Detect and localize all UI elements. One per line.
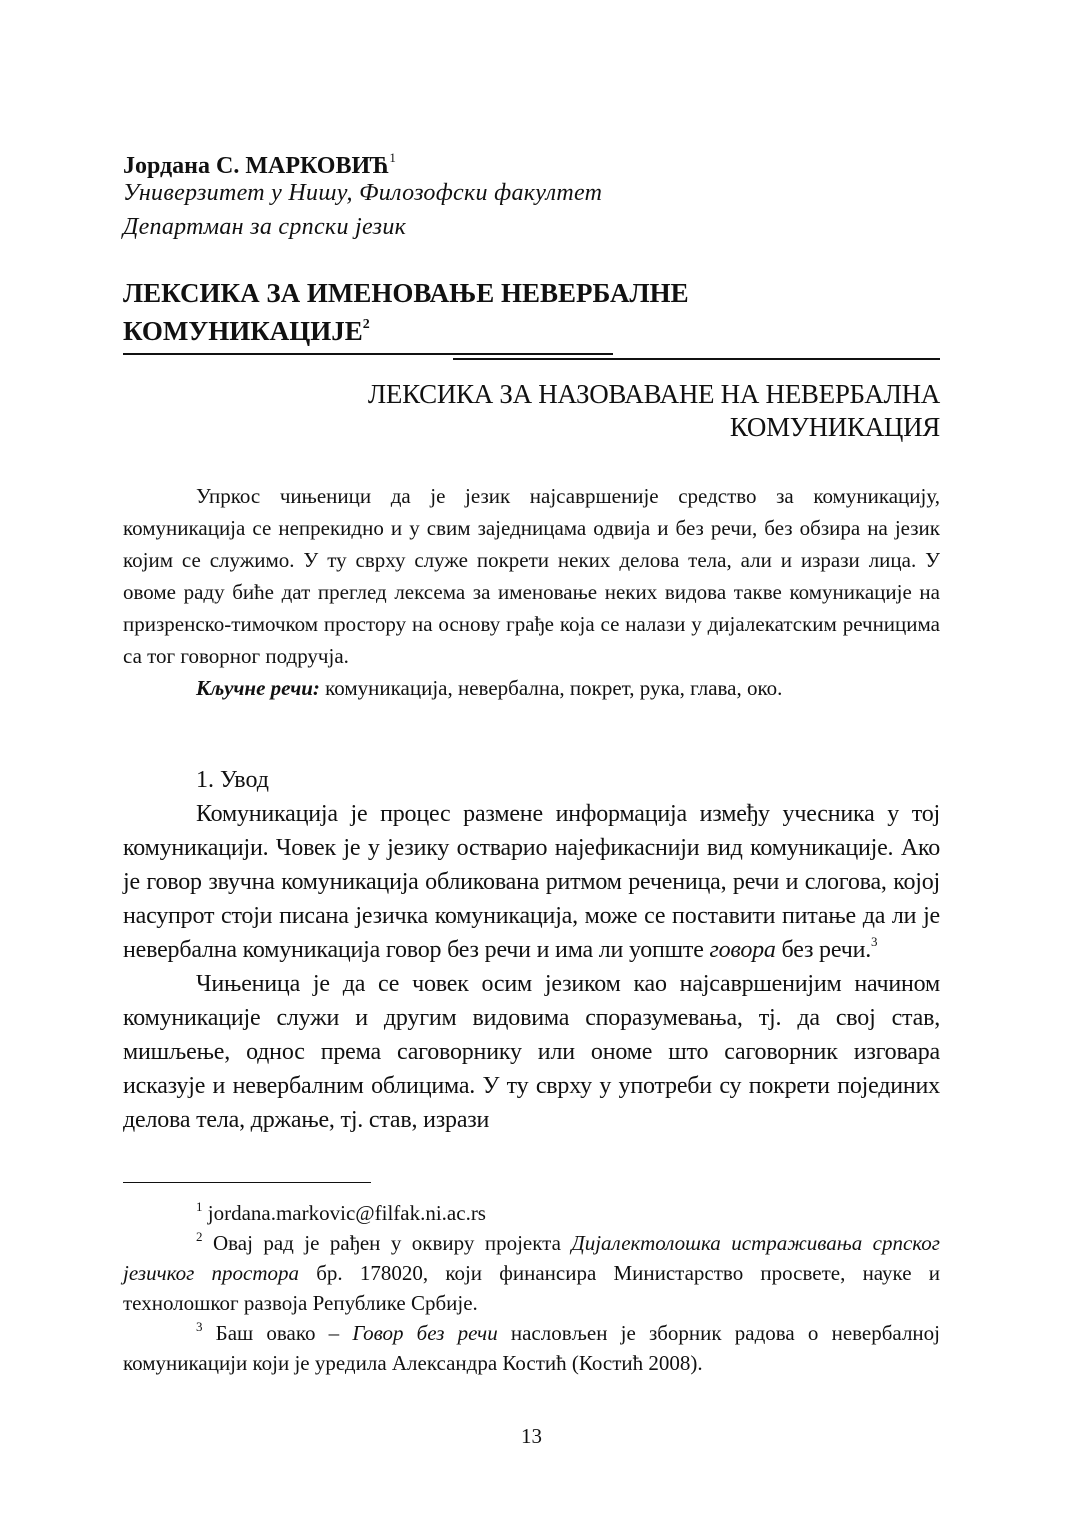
author-email-link[interactable]: jordana.markovic@filfak.ni.ac.rs <box>202 1201 486 1225</box>
project-title: Дијалектолошка истраживања српског језичког простора <box>123 1231 940 1285</box>
article-page <box>123 0 940 1530</box>
footnote-ref-1[interactable]: 1 <box>389 150 396 165</box>
section-heading-introduction: 1. Увод <box>196 767 269 793</box>
article-title-line1: ЛЕКСИКА ЗА ИМЕНОВАЊЕ НЕВЕРБАЛНЕ <box>123 278 689 308</box>
page-number: 13 <box>521 1424 542 1448</box>
footnote-2: $^2$ Овај рад је рађен у оквиру пројекта Дијалектолошка истраживања српског језичког простора бр. 178020, који финансира Министарство просвете, науке и технолошког развоја Републике Србије. <box>123 1229 941 1315</box>
collection-title: Говор без речи <box>352 1321 498 1345</box>
alternate-language-title <box>368 378 940 444</box>
body-text <box>123 797 940 1137</box>
abstract-text: Упркос чињеници да је језик најсавршеније средство за комуникацију, комуникација се непрекидно и у свим заједницама одвија и без речи, без обзира на језик којим се служимо. У ту сврху служе покрети неких делова тела, али и изрази лица. У овоме раду биће дат преглед лексема за именовање неких видова такве комуникације на призренско-тимочком простору на основу грађе која се налази у дијалекатским речницима са тог говорног подручја. <box>123 484 940 668</box>
affiliation-university: Универзитет у Нишу, Филозофски факултет <box>123 180 603 206</box>
affiliation-department: Департман за српски језик <box>123 214 407 240</box>
footnote-1: $^1$ jordana.markovic@filfak.ni.ac.rs <box>196 1199 486 1225</box>
abstract <box>123 480 940 704</box>
article-title-line2: КОМУНИКАЦИЈЕ$^2$ <box>123 316 370 346</box>
title-divider-upper <box>123 353 613 355</box>
footnote-ref-2[interactable]: 2 <box>362 317 370 332</box>
title-divider-lower <box>453 358 940 360</box>
body-paragraph-1: Комуникација је процес размене информација између учесника у тој комуникацији. Човек је у језику остварио најефикаснији вид комуникације. Ако је говор звучна комуникација обликована ритмом реченица, речи и слогова, којој насупрот стоји писана језичка комуникација, може се поставити питање да ли је невербална комуникација говор без речи и има ли уопште говора без речи.$^3$ <box>123 801 940 963</box>
footnote-ref-3[interactable]: 3 <box>871 934 878 949</box>
author-name: Јордана С. МАРКОВИЋ$^1$ <box>123 150 396 179</box>
emphasis-govora: говора <box>709 937 776 963</box>
keywords-list: комуникација, невербална, покрет, рука, глава, око. <box>319 676 783 700</box>
footnote-separator <box>123 1182 371 1183</box>
article-title <box>123 277 940 347</box>
alternate-title-line2: КОМУНИКАЦИЯ <box>729 412 940 442</box>
footnotes <box>123 1198 940 1378</box>
footnote-3: $^3$ Баш овако – Говор без речи насловљен је зборник радова о невербалној комуникацији који је уредила Александра Костић (Костић 2008). <box>123 1319 940 1375</box>
body-paragraph-2: Чињеница је да се човек осим језиком као најсавршенијим начином комуникације служи и другим видовима споразумевања, тј. да свој став, мишљење, однос према саговорнику или ономе што саговорник изговара исказује и невербалним облицима. У ту сврху у употреби су покрети појединих делова тела, држање, тј. став, изрази <box>123 971 940 1133</box>
keywords-label: Кључне речи: <box>196 676 320 700</box>
keywords <box>123 672 940 704</box>
alternate-title-line1: ЛЕКСИКА ЗА НАЗОВАВАНЕ НА НЕВЕРБАЛНА <box>367 379 940 409</box>
